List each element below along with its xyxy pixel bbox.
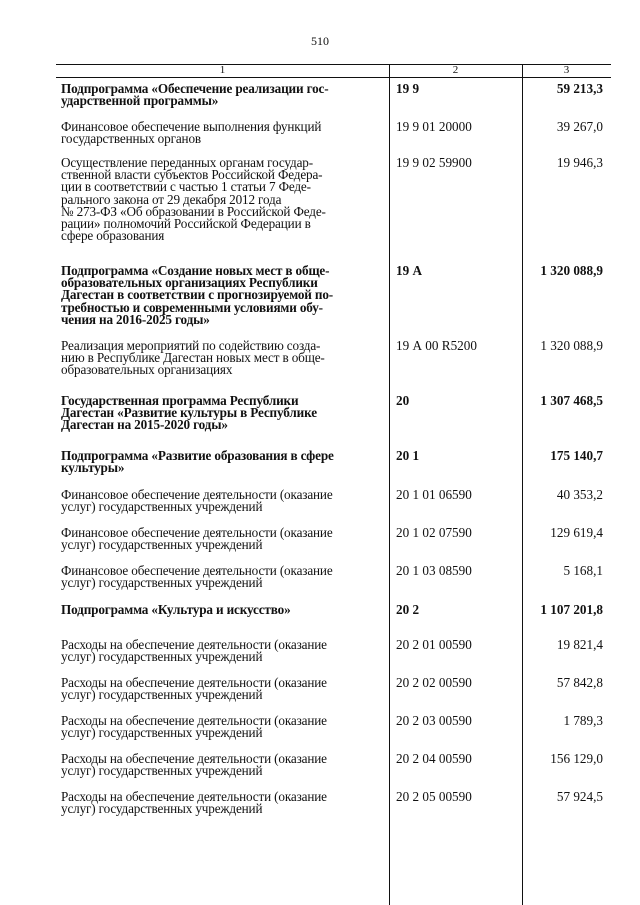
row-code: 20 2	[396, 602, 420, 617]
row-name-line: № 273-ФЗ «Об образовании в Российской Феде-	[61, 203, 326, 219]
column-header-2: 2	[452, 64, 459, 76]
row-amount: 1 320 088,9	[540, 263, 603, 278]
row-amount: 5 168,1	[563, 563, 603, 578]
row-name	[61, 395, 381, 432]
row-name-line: Дагестан «Развитие культуры в Республике	[61, 405, 317, 421]
row-name-line: Подпрограмма «Развитие образования в сфере	[61, 448, 334, 463]
row-name-line: Расходы на обеспечение деятельности (оказание	[61, 675, 327, 690]
row-amount: 57 924,5	[556, 789, 603, 804]
row-code: 20 2 01 00590	[396, 637, 472, 652]
row-name	[61, 265, 381, 326]
row-name-line: Финансовое обеспечение выполнения функций	[61, 119, 322, 134]
row-name	[61, 489, 381, 513]
row-name-line: Расходы на обеспечение деятельности (оказание	[61, 637, 327, 652]
row-amount: 19 946,3	[556, 155, 603, 170]
row-name-line: услуг) государственных учреждений	[61, 499, 263, 515]
row-amount: 19 821,4	[556, 637, 603, 652]
row-name-line: Подпрограмма «Обеспечение реализации гос-	[61, 81, 329, 96]
row-amount: 39 267,0	[556, 119, 603, 134]
row-name-line: Реализация мероприятий по содействию созда-	[61, 338, 321, 353]
row-name-line: Государственная программа Республики	[61, 393, 299, 408]
row-name	[61, 121, 381, 145]
row-name-line: Финансовое обеспечение деятельности (оказание	[61, 563, 333, 578]
row-name-line: культуры»	[61, 460, 125, 476]
row-name-line: сфере образования	[61, 228, 165, 244]
row-name-line: Расходы на обеспечение деятельности (оказание	[61, 713, 327, 728]
row-code: 19 9 02 59900	[396, 155, 472, 170]
row-name	[61, 340, 381, 377]
row-name-line: Дагестан в соответствии с прогнозируемой по-	[61, 287, 334, 303]
row-code: 20 2 02 00590	[396, 675, 472, 690]
row-code: 19 9	[396, 81, 420, 96]
row-name	[61, 677, 381, 701]
row-name-line: государственных органов	[61, 131, 201, 147]
row-name-line: образовательных организациях	[61, 362, 233, 378]
row-code: 20 1	[396, 448, 420, 463]
row-code: 20 1 01 06590	[396, 487, 472, 502]
row-name-line: услуг) государственных учреждений	[61, 649, 263, 665]
row-name-line: чения на 2016-2025 годы»	[61, 311, 210, 327]
row-name	[61, 157, 381, 242]
row-code: 19 9 01 20000	[396, 119, 472, 134]
row-code: 20 1 03 08590	[396, 563, 472, 578]
row-name-line: Финансовое обеспечение деятельности (оказание	[61, 487, 333, 502]
budget-table	[56, 64, 611, 905]
row-name-line: требностью и современными условиями обу-	[61, 299, 323, 315]
row-code: 20 1 02 07590	[396, 525, 472, 540]
row-name	[61, 450, 381, 474]
row-code: 20 2 04 00590	[396, 751, 472, 766]
row-amount: 1 789,3	[563, 713, 603, 728]
row-name-line: образовательных организациях Республики	[61, 275, 318, 291]
row-name-line: услуг) государственных учреждений	[61, 537, 263, 553]
column-header-3: 3	[563, 64, 570, 76]
row-code: 19 А 00 R5200	[396, 338, 477, 353]
row-name	[61, 83, 381, 107]
row-name-line: услуг) государственных учреждений	[61, 687, 263, 703]
row-name-line: Финансовое обеспечение деятельности (оказание	[61, 525, 333, 540]
row-name-line: рального закона от 29 декабря 2012 года	[61, 191, 282, 207]
row-name-line: нию в Республике Дагестан новых мест в обще-	[61, 350, 325, 366]
column-divider-1	[389, 64, 390, 905]
row-amount: 156 129,0	[550, 751, 603, 766]
row-name-line: ударственной программы»	[61, 93, 219, 109]
row-amount: 57 842,8	[556, 675, 603, 690]
row-amount: 1 307 468,5	[540, 393, 603, 408]
row-name-line: услуг) государственных учреждений	[61, 763, 263, 779]
row-amount: 59 213,3	[556, 81, 603, 96]
row-code: 20 2 05 00590	[396, 789, 472, 804]
row-name	[61, 604, 381, 616]
row-name-line: Осуществление переданных органам государ-	[61, 155, 313, 170]
row-name	[61, 565, 381, 589]
row-amount: 40 353,2	[556, 487, 603, 502]
row-name-line: Подпрограмма «Культура и искусство»	[61, 602, 291, 617]
row-name-line: услуг) государственных учреждений	[61, 575, 263, 591]
row-name-line: услуг) государственных учреждений	[61, 725, 263, 741]
column-header-1: 1	[219, 64, 226, 76]
row-name-line: ции в соответствии с частью 1 статьи 7 Феде-	[61, 179, 311, 195]
row-amount: 1 107 201,8	[540, 602, 603, 617]
row-code: 20	[396, 393, 410, 408]
row-name	[61, 753, 381, 777]
row-name	[61, 715, 381, 739]
row-amount: 175 140,7	[550, 448, 603, 463]
column-divider-2	[522, 64, 523, 905]
row-amount: 1 320 088,9	[540, 338, 603, 353]
row-name	[61, 527, 381, 551]
row-code: 19 А	[396, 263, 423, 278]
row-name-line: ственной власти субъектов Российской Федера-	[61, 167, 323, 183]
row-name-line: Расходы на обеспечение деятельности (оказание	[61, 751, 327, 766]
row-name-line: Дагестан на 2015-2020 годы»	[61, 417, 228, 433]
row-name-line: Расходы на обеспечение деятельности (оказание	[61, 789, 327, 804]
row-name	[61, 639, 381, 663]
page-number: 510	[311, 34, 329, 48]
row-name-line: услуг) государственных учреждений	[61, 801, 263, 817]
row-amount: 129 619,4	[550, 525, 603, 540]
row-name-line: рации» полномочий Российской Федерации в	[61, 216, 311, 232]
header-bottom-border	[56, 77, 611, 78]
row-name	[61, 791, 381, 815]
row-name-line: Подпрограмма «Создание новых мест в обще-	[61, 263, 330, 278]
row-code: 20 2 03 00590	[396, 713, 472, 728]
